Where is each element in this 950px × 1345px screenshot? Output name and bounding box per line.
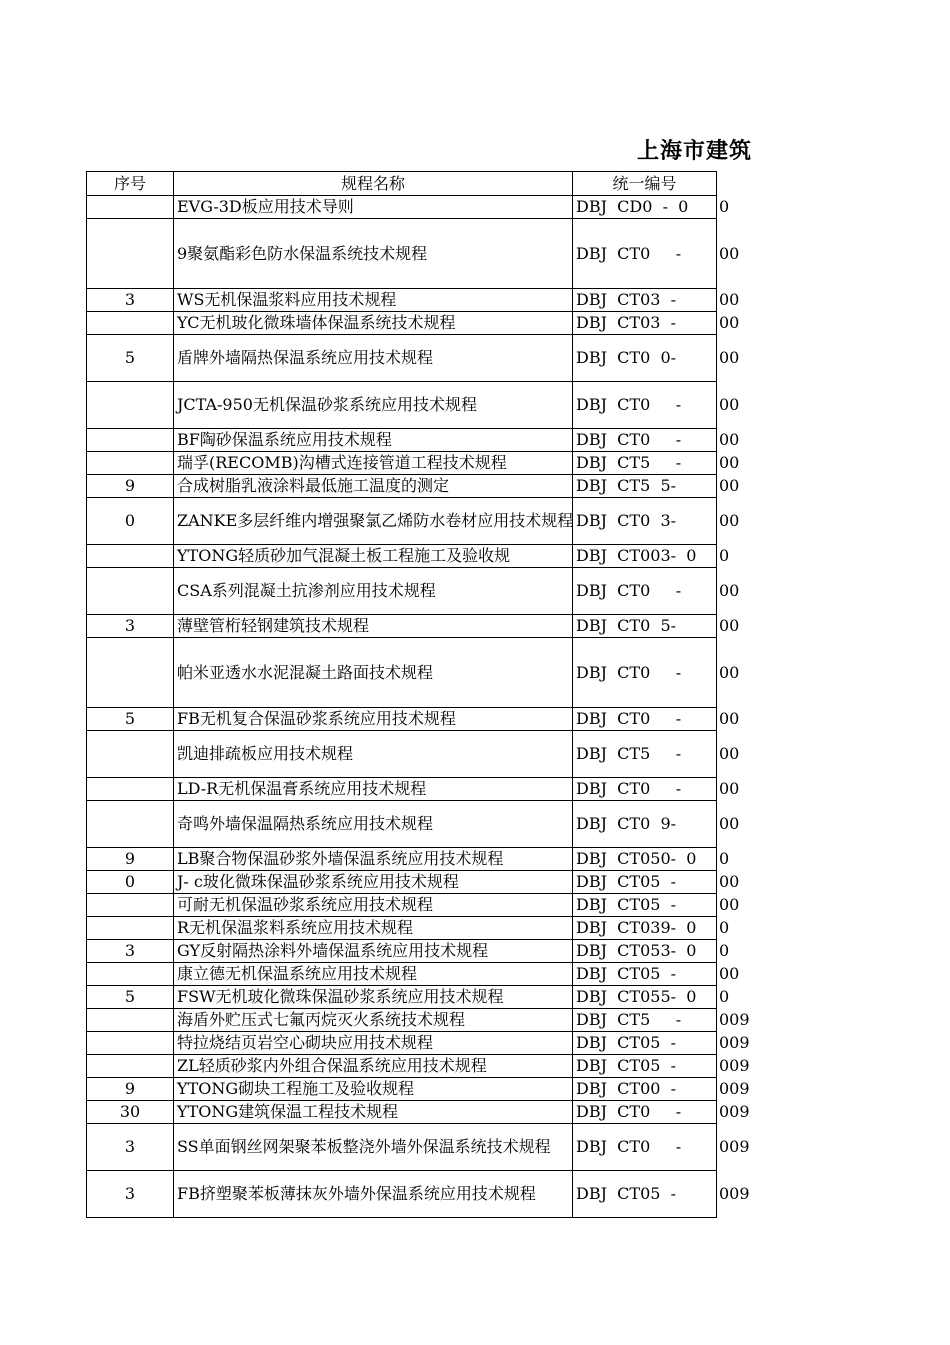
table-row	[87, 1009, 717, 1032]
row-code	[573, 778, 740, 801]
row-seq	[87, 917, 174, 940]
table-row	[87, 708, 717, 731]
row-seq: 0	[87, 871, 174, 894]
row-code-text: DBJ CT05 -	[576, 964, 677, 983]
row-name: JCTA-950无机保温砂浆系统应用技术规程	[174, 382, 573, 429]
row-code	[573, 382, 740, 429]
row-code-text: DBJ CT03 -	[576, 313, 677, 332]
row-code-tail: 0	[719, 918, 730, 937]
row-name: BF陶砂保温系统应用技术规程	[174, 429, 573, 452]
row-code	[573, 963, 740, 986]
row-name: 9聚氨酯彩色防水保温系统技术规程	[174, 219, 573, 289]
row-code-text: DBJ CT5 -	[576, 453, 682, 472]
row-code	[573, 894, 740, 917]
row-code-tail: 00	[719, 430, 740, 449]
row-code	[573, 615, 740, 638]
table-row	[87, 615, 717, 638]
row-seq	[87, 731, 174, 778]
row-code-text: DBJ CT053- 0	[576, 941, 697, 960]
row-code	[573, 429, 740, 452]
row-code-text: DBJ CT05 -	[576, 1184, 677, 1203]
row-code-text: DBJ CT055- 0	[576, 987, 697, 1006]
table-row	[87, 848, 717, 871]
row-code	[573, 475, 740, 498]
row-code-text: DBJ CT05 -	[576, 895, 677, 914]
row-code	[573, 1009, 750, 1032]
row-name: 康立德无机保温系统应用技术规程	[174, 963, 573, 986]
row-code-tail: 00	[719, 895, 740, 914]
row-code	[573, 731, 740, 778]
table-row	[87, 335, 717, 382]
row-seq: 0	[87, 498, 174, 545]
row-code-tail: 009	[719, 1184, 750, 1203]
row-name: 帕米亚透水水泥混凝土路面技术规程	[174, 638, 573, 708]
row-code	[573, 1055, 750, 1078]
row-code	[573, 312, 740, 335]
row-name: 可耐无机保温砂浆系统应用技术规程	[174, 894, 573, 917]
row-code-tail: 00	[719, 662, 740, 682]
row-seq	[87, 1055, 174, 1078]
row-code	[573, 219, 740, 289]
row-name: FB挤塑聚苯板薄抹灰外墙外保温系统应用技术规程	[174, 1171, 573, 1218]
row-code-tail: 00	[719, 511, 740, 530]
row-seq: 9	[87, 848, 174, 871]
row-seq: 30	[87, 1101, 174, 1124]
row-seq: 9	[87, 1078, 174, 1101]
standards-table	[86, 171, 750, 1218]
row-code-tail: 0	[719, 941, 730, 960]
table-row	[87, 289, 717, 312]
row-code-text: DBJ CT0 -	[576, 662, 682, 682]
row-name: 瑞孚(RECOMB)沟槽式连接管道工程技术规程	[174, 452, 573, 475]
row-name: ZANKE多层纤维内增强聚氯乙烯防水卷材应用技术规程	[174, 498, 573, 545]
row-seq	[87, 312, 174, 335]
row-code-tail: 009	[719, 1056, 750, 1075]
row-code-tail: 00	[719, 744, 740, 763]
row-seq	[87, 638, 174, 708]
row-code-tail: 00	[719, 395, 740, 414]
row-code-tail: 00	[719, 964, 740, 983]
table-row	[87, 1078, 717, 1101]
row-code-text: DBJ CT039- 0	[576, 918, 697, 937]
table-row	[87, 1055, 717, 1078]
header-seq: 序号	[87, 172, 174, 196]
row-seq	[87, 1009, 174, 1032]
row-name: YTONG砌块工程施工及验收规程	[174, 1078, 573, 1101]
table-row	[87, 219, 717, 289]
row-code-tail: 009	[719, 1033, 750, 1052]
row-seq: 3	[87, 289, 174, 312]
row-name: LB聚合物保温砂浆外墙保温系统应用技术规程	[174, 848, 573, 871]
row-name: FSW无机玻化微珠保温砂浆系统应用技术规程	[174, 986, 573, 1009]
table-row	[87, 452, 717, 475]
row-code	[573, 1078, 750, 1101]
row-code-text: DBJ CT050- 0	[576, 849, 697, 868]
row-code-text: DBJ CT0 -	[576, 430, 682, 449]
row-code-text: DBJ CT03 -	[576, 290, 677, 309]
row-code-tail: 00	[719, 313, 740, 332]
row-code-text: DBJ CT0 -	[576, 1102, 682, 1121]
row-code-text: DBJ CT0 -	[576, 779, 682, 798]
row-name: YC无机玻化微珠墙体保温系统技术规程	[174, 312, 573, 335]
row-code	[573, 708, 740, 731]
row-seq	[87, 963, 174, 986]
row-code	[573, 568, 740, 615]
row-seq	[87, 1032, 174, 1055]
table-row	[87, 894, 717, 917]
row-code-text: DBJ CD0 - 0	[576, 197, 689, 216]
row-code-text: DBJ CT003- 0	[576, 546, 697, 565]
table-row	[87, 498, 717, 545]
table-row	[87, 196, 717, 219]
row-name: 海盾外贮压式七氟丙烷灭火系统技术规程	[174, 1009, 573, 1032]
table-row	[87, 475, 717, 498]
row-code-tail: 00	[719, 348, 740, 367]
row-code-text: DBJ CT0 -	[576, 395, 682, 414]
row-code	[573, 289, 740, 312]
row-code	[573, 1101, 750, 1124]
row-seq: 3	[87, 1124, 174, 1171]
header-code: 统一编号	[573, 172, 717, 196]
row-code	[573, 871, 740, 894]
row-code	[573, 1032, 750, 1055]
header-name: 规程名称	[174, 172, 573, 196]
row-code	[573, 498, 740, 545]
row-seq	[87, 219, 174, 289]
row-seq	[87, 801, 174, 848]
row-code-tail: 00	[719, 814, 740, 833]
row-name: CSA系列混凝土抗渗剂应用技术规程	[174, 568, 573, 615]
row-code	[573, 801, 740, 848]
row-code-tail: 00	[719, 243, 740, 263]
row-code-text: DBJ CT0 0-	[576, 348, 677, 367]
row-code	[573, 196, 730, 219]
row-code-tail: 0	[719, 987, 730, 1006]
table-row	[87, 1032, 717, 1055]
row-seq: 3	[87, 615, 174, 638]
row-seq	[87, 778, 174, 801]
row-code-text: DBJ CT0 -	[576, 581, 682, 600]
table-row	[87, 545, 717, 568]
row-code-text: DBJ CT0 5-	[576, 616, 677, 635]
row-code-text: DBJ CT05 -	[576, 872, 677, 891]
row-code-tail: 009	[719, 1010, 750, 1029]
row-name: 合成树脂乳液涂料最低施工温度的测定	[174, 475, 573, 498]
row-seq: 5	[87, 335, 174, 382]
table-row	[87, 778, 717, 801]
row-code-text: DBJ CT0 3-	[576, 511, 677, 530]
row-code	[573, 917, 730, 940]
row-seq: 5	[87, 708, 174, 731]
row-code-text: DBJ CT0 -	[576, 1137, 682, 1156]
row-seq: 3	[87, 940, 174, 963]
row-name: 薄壁管桁轻钢建筑技术规程	[174, 615, 573, 638]
row-code	[573, 986, 730, 1009]
table-row	[87, 731, 717, 778]
row-seq	[87, 452, 174, 475]
row-name: 凯迪排疏板应用技术规程	[174, 731, 573, 778]
row-seq: 3	[87, 1171, 174, 1218]
row-seq	[87, 429, 174, 452]
row-name: WS无机保温浆料应用技术规程	[174, 289, 573, 312]
row-code-text: DBJ CT0 9-	[576, 814, 677, 833]
table-row	[87, 986, 717, 1009]
table-row	[87, 1101, 717, 1124]
row-name: YTONG建筑保温工程技术规程	[174, 1101, 573, 1124]
row-seq	[87, 196, 174, 219]
row-code	[573, 335, 740, 382]
table-row	[87, 963, 717, 986]
row-code	[573, 848, 730, 871]
row-code-text: DBJ CT05 -	[576, 1056, 677, 1075]
table-row	[87, 638, 717, 708]
row-code-text: DBJ CT5 -	[576, 744, 682, 763]
row-code	[573, 452, 740, 475]
row-code-tail: 00	[719, 453, 740, 472]
row-code-tail: 009	[719, 1137, 750, 1156]
row-code-tail: 00	[719, 290, 740, 309]
row-seq	[87, 568, 174, 615]
row-code-tail: 00	[719, 616, 740, 635]
page-title: 上海市建筑	[637, 139, 753, 164]
row-name: YTONG轻质砂加气混凝土板工程施工及验收规	[174, 545, 573, 568]
table-row	[87, 568, 717, 615]
row-name: LD-R无机保温膏系统应用技术规程	[174, 778, 573, 801]
row-code-tail: 00	[719, 779, 740, 798]
row-code-tail: 009	[719, 1102, 750, 1121]
row-code-tail: 00	[719, 709, 740, 728]
row-code	[573, 940, 730, 963]
row-seq	[87, 894, 174, 917]
table-row	[87, 312, 717, 335]
row-code-tail: 00	[719, 872, 740, 891]
row-code-text: DBJ CT5 5-	[576, 476, 677, 495]
row-code-tail: 009	[719, 1079, 750, 1098]
row-name: 盾牌外墙隔热保温系统应用技术规程	[174, 335, 573, 382]
row-name: 奇鸣外墙保温隔热系统应用技术规程	[174, 801, 573, 848]
row-name: FB无机复合保温砂浆系统应用技术规程	[174, 708, 573, 731]
row-seq: 9	[87, 475, 174, 498]
table-row	[87, 801, 717, 848]
row-code	[573, 545, 730, 568]
row-code-tail: 0	[719, 197, 730, 216]
row-code-tail: 00	[719, 581, 740, 600]
row-seq	[87, 382, 174, 429]
row-name: GY反射隔热涂料外墙保温系统应用技术规程	[174, 940, 573, 963]
row-code-text: DBJ CT0 -	[576, 709, 682, 728]
table-row	[87, 940, 717, 963]
row-code	[573, 1171, 750, 1218]
row-name: ZL轻质砂浆内外组合保温系统应用技术规程	[174, 1055, 573, 1078]
table-row	[87, 429, 717, 452]
table-row	[87, 382, 717, 429]
row-name: J- c玻化微珠保温砂浆系统应用技术规程	[174, 871, 573, 894]
row-code-tail: 0	[719, 546, 730, 565]
header-row	[87, 172, 717, 196]
row-name: R无机保温浆料系统应用技术规程	[174, 917, 573, 940]
row-code-text: DBJ CT05 -	[576, 1033, 677, 1052]
table-row	[87, 917, 717, 940]
row-name: SS单面钢丝网架聚苯板整浇外墙外保温系统技术规程	[174, 1124, 573, 1171]
row-seq: 5	[87, 986, 174, 1009]
row-code	[573, 638, 740, 708]
row-name: EVG-3D板应用技术导则	[174, 196, 573, 219]
table-row	[87, 1171, 717, 1218]
table-row	[87, 1124, 717, 1171]
table-row	[87, 871, 717, 894]
row-code-tail: 0	[719, 849, 730, 868]
row-name: 特拉烧结页岩空心砌块应用技术规程	[174, 1032, 573, 1055]
row-code	[573, 1124, 750, 1171]
row-code-text: DBJ CT5 -	[576, 1010, 682, 1029]
row-code-text: DBJ CT00 -	[576, 1079, 677, 1098]
row-code-text: DBJ CT0 -	[576, 243, 682, 263]
row-seq	[87, 545, 174, 568]
row-code-tail: 00	[719, 476, 740, 495]
